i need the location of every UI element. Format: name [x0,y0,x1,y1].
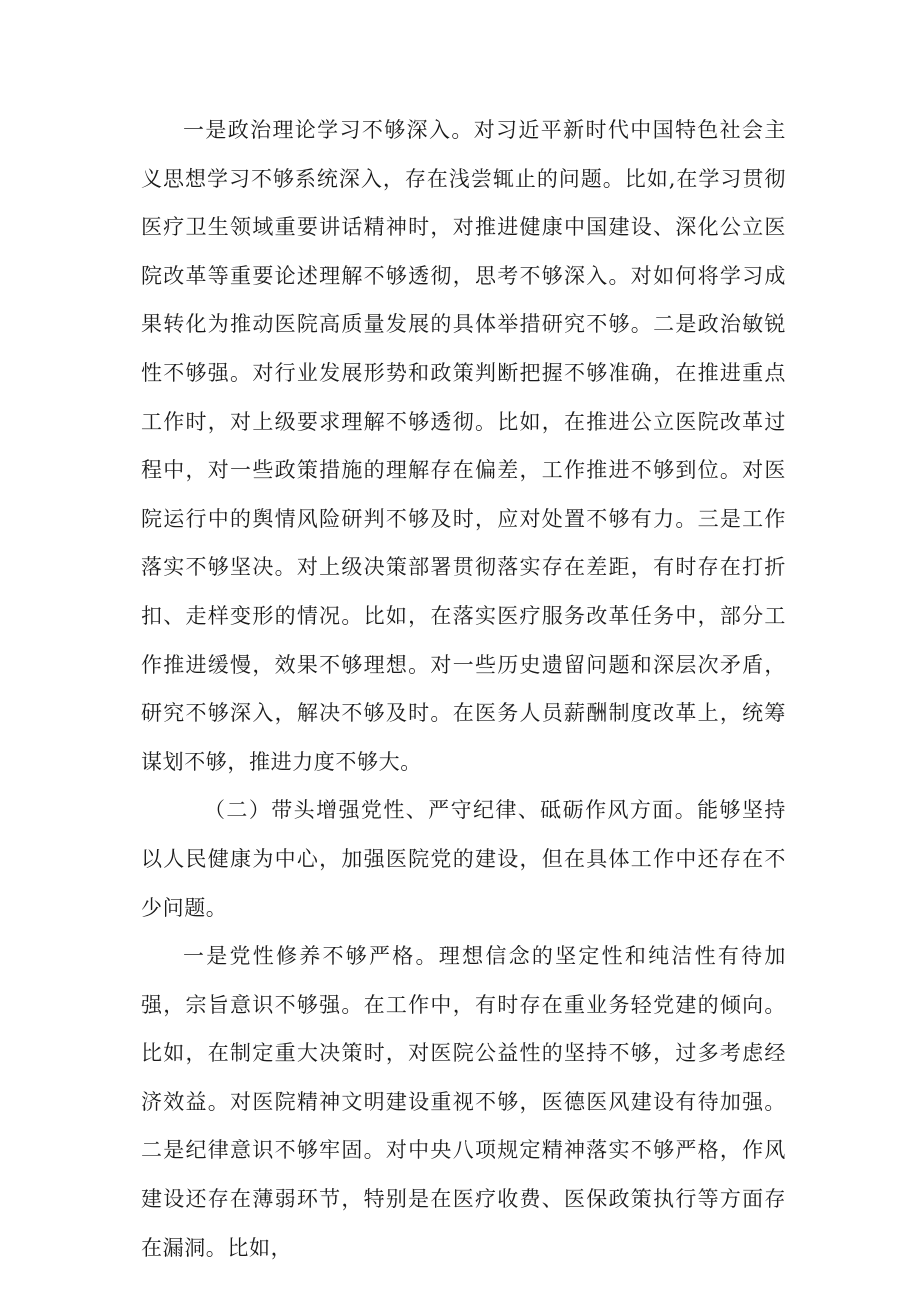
paragraph-section-two-heading: （二）带头增强党性、严守纪律、砥砺作风方面。能够坚持以人民健康为中心，加强医院党的建设，但在具体工作中还存在不少问题。 [141,798,786,920]
paragraph-party-spirit: 一是党性修养不够严格。理想信念的坚定性和纯洁性有待加强，宗旨意识不够强。在工作中，有时存在重业务轻党建的倾向。比如，在制定重大决策时，对医院公益性的坚持不够，过多考虑经济效益。对医院精神文明建设重视不够，医德医风建设有待加强。二是纪律意识不够牢固。对中央八项规定精神落实不够严格，作风建设还存在薄弱环节，特别是在医疗收费、医保政策执行等方面存在漏洞。比如， [141,944,786,1260]
paragraph-political-theory: 一是政治理论学习不够深入。对习近平新时代中国特色社会主义思想学习不够系统深入，存在浅尝辄止的问题。比如,在学习贯彻医疗卫生领域重要讲话精神时，对推进健康中国建设、深化公立医院改革等重要论述理解不够透彻，思考不够深入。对如何将学习成果转化为推动医院高质量发展的具体举措研究不够。二是政治敏锐性不够强。对行业发展形势和政策判断把握不够准确，在推进重点工作时，对上级要求理解不够透彻。比如，在推进公立医院改革过程中，对一些政策措施的理解存在偏差，工作推进不够到位。对医院运行中的舆情风险研判不够及时，应对处置不够有力。三是工作落实不够坚决。对上级决策部署贯彻落实存在差距，有时存在打折扣、走样变形的情况。比如，在落实医疗服务改革任务中，部分工作推进缓慢，效果不够理想。对一些历史遗留问题和深层次矛盾，研究不够深入，解决不够及时。在医务人员薪酬制度改革上，统筹谋划不够，推进力度不够大。 [141,118,786,774]
document-page [141,106,786,1272]
